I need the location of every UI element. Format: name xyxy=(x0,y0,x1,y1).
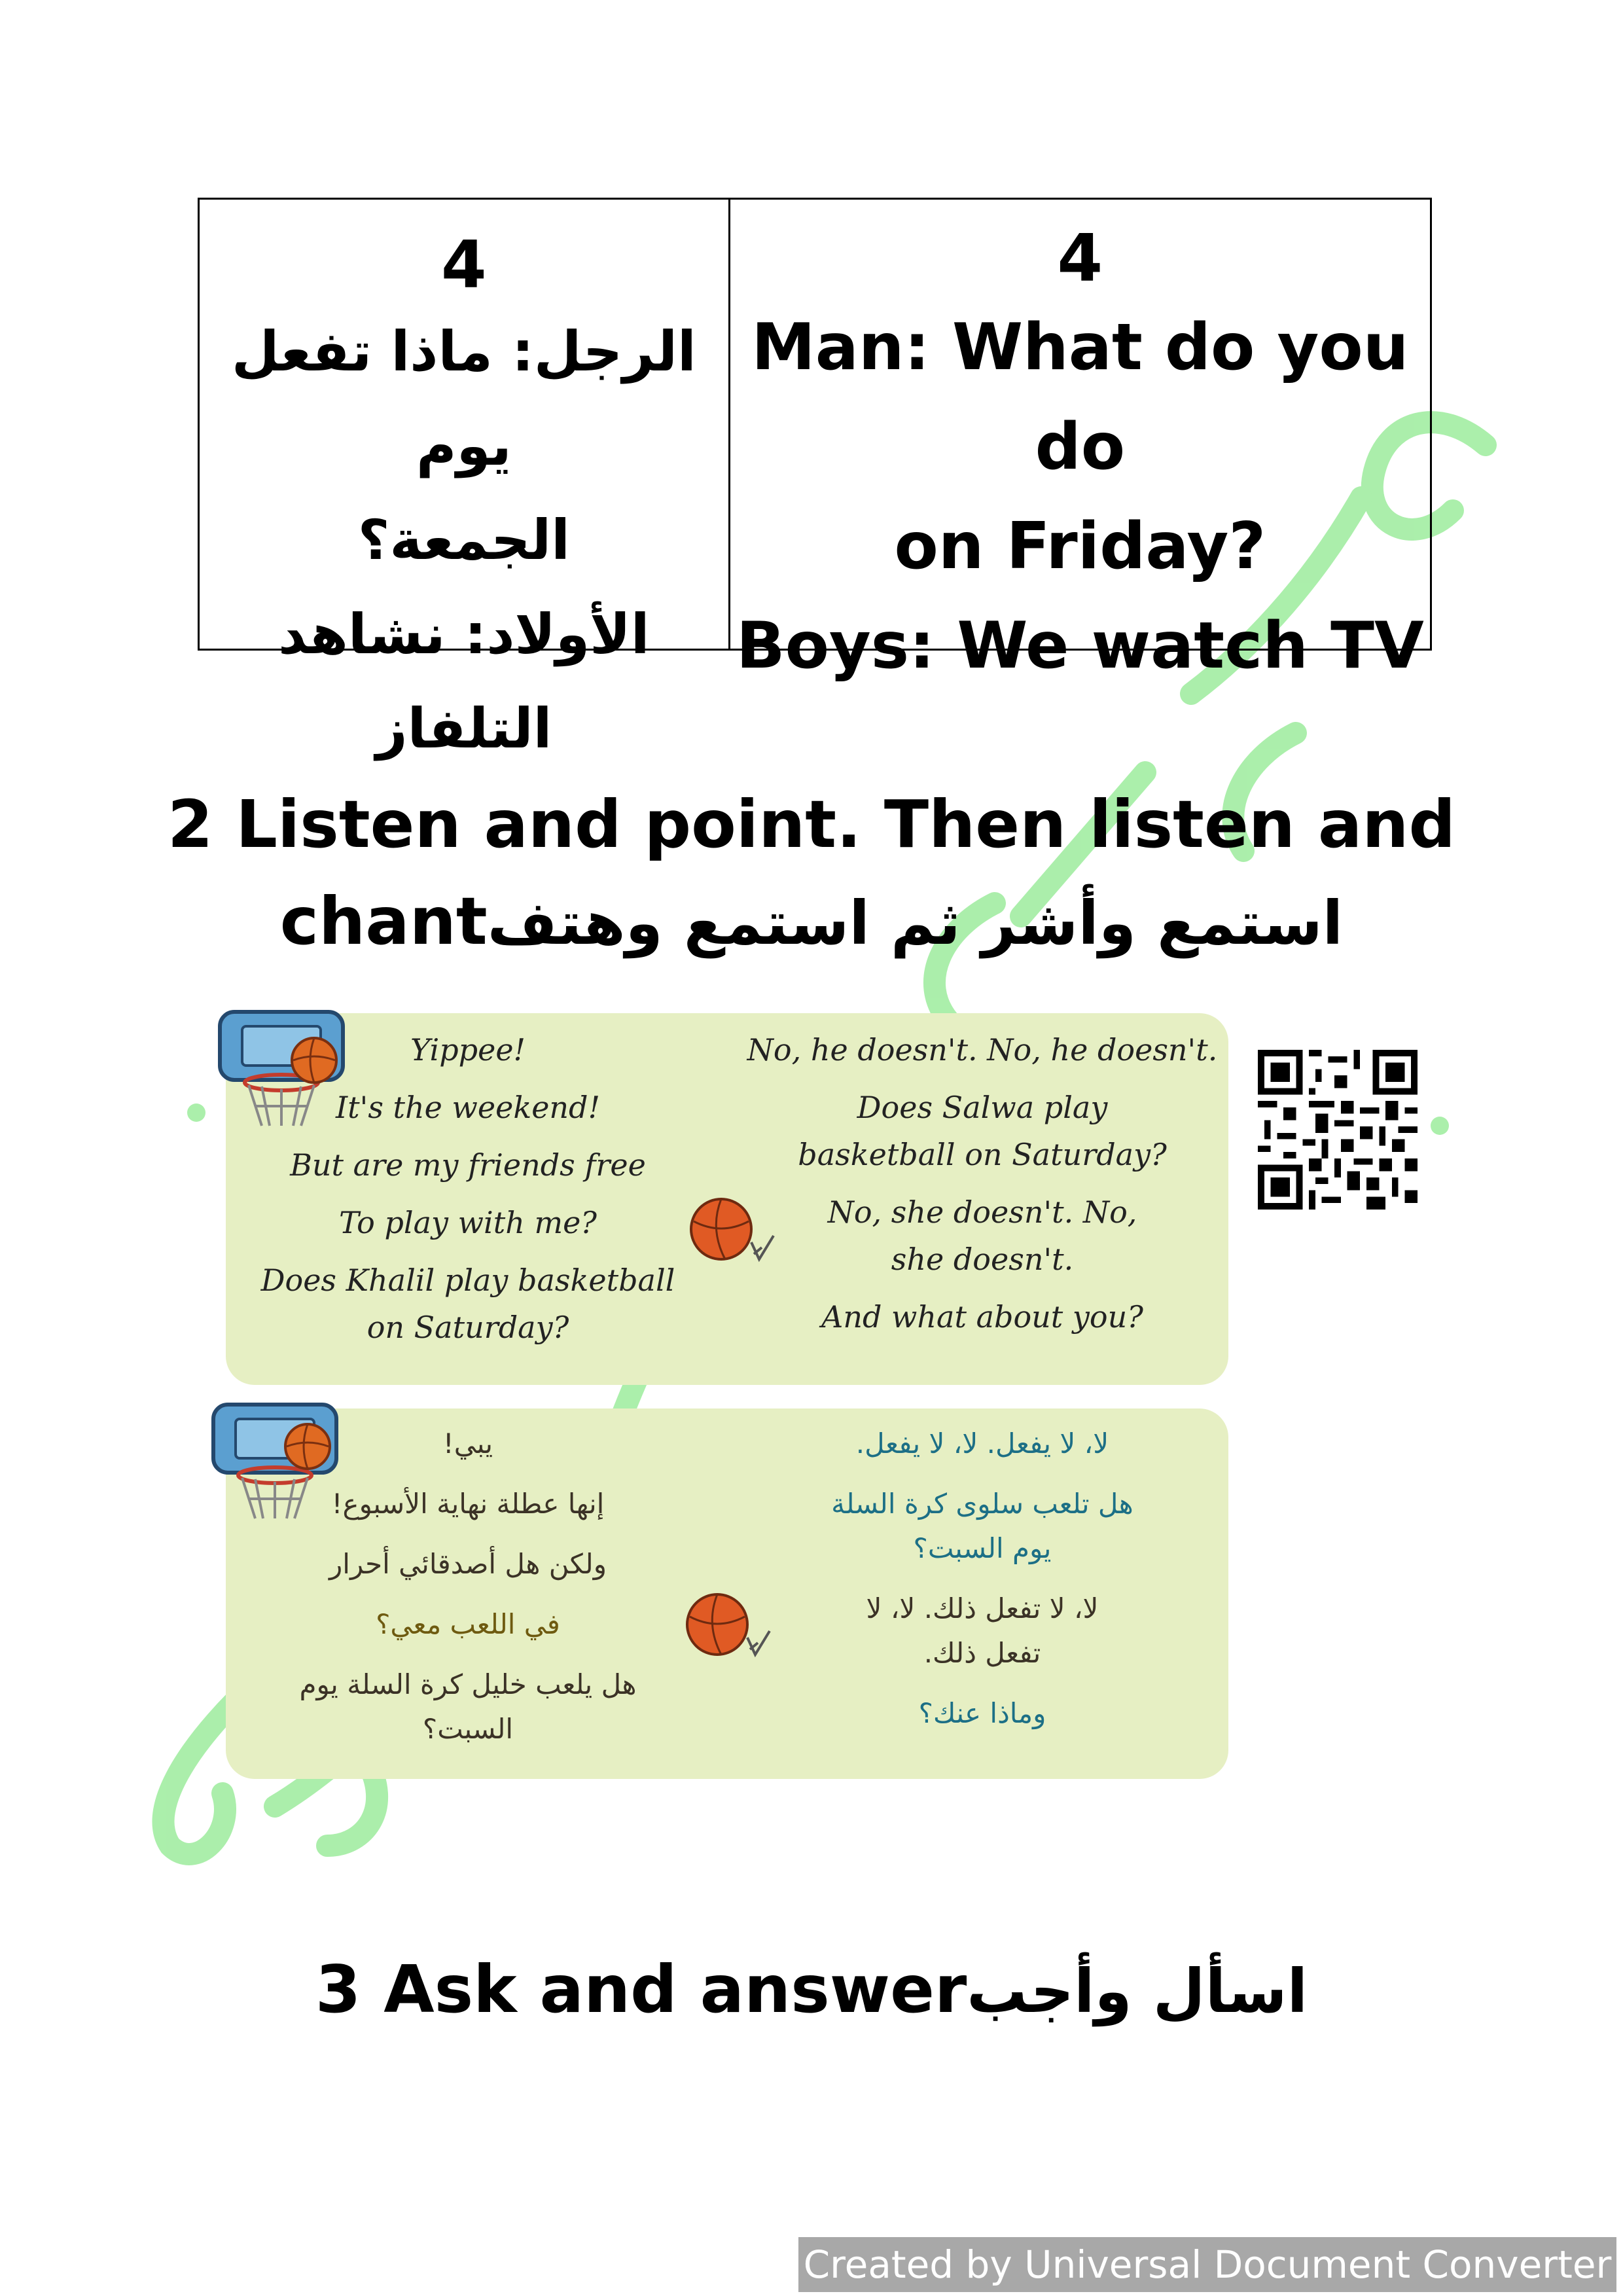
chant-ar-right-1: لا، لا يفعل. لا، لا يفعل. xyxy=(855,1427,1109,1460)
chant-en-right-1: No, he doesn't. No, he doesn't. xyxy=(747,1032,1218,1067)
section-2-title-ar: استمع وأشر ثم استمع وهتف xyxy=(487,888,1344,958)
english-line-3: Boys: We watch TV xyxy=(736,609,1424,683)
chant-en-right-2: Does Salwa play basketball on Saturday? xyxy=(798,1090,1167,1172)
section-2-heading xyxy=(0,776,1623,972)
chant-ar-left-2: إنها عطلة نهاية الأسبوع! xyxy=(331,1488,605,1520)
basketball-icon xyxy=(685,1590,776,1669)
translation-table xyxy=(198,198,1432,761)
chant-en-right-4: And what about you? xyxy=(821,1299,1143,1335)
chant-en-left-4: To play with me? xyxy=(339,1205,597,1240)
qr-code-icon xyxy=(1258,1050,1418,1210)
english-line-1: Man: What do you do xyxy=(751,310,1409,484)
arabic-line-2: الجمعة؟ xyxy=(357,508,570,572)
english-number: 4 xyxy=(1057,220,1103,296)
chant-ar-right-3: لا، لا تفعل ذلك. لا، لا تفعل ذلك. xyxy=(866,1592,1099,1669)
chant-en-right-3: No, she doesn't. No, she doesn't. xyxy=(827,1194,1137,1277)
chant-en-left-5: Does Khalil play basketball on Saturday? xyxy=(260,1263,675,1345)
basketball-hoop-icon xyxy=(216,1008,347,1132)
chant-ar-right-column xyxy=(736,1422,1228,1751)
chant-en-left-3: But are my friends free xyxy=(290,1147,646,1183)
english-line-2: on Friday? xyxy=(894,509,1266,584)
chant-ar-right-4: وماذا عنك؟ xyxy=(918,1697,1046,1729)
chant-ar-left-5: هل يلعب خليل كرة السلة يوم السبت؟ xyxy=(299,1668,637,1745)
section-3-title-en: 3 Ask and answer xyxy=(315,1951,967,2028)
section-3-title-ar: اسأل وأجب xyxy=(967,1956,1308,2026)
english-cell xyxy=(730,200,1430,683)
basketball-hoop-icon xyxy=(209,1401,340,1525)
section-2-title-line-2 xyxy=(0,873,1623,972)
arabic-line-1: الرجل: ماذا تفعل يوم xyxy=(231,319,696,478)
chant-en-left-2: It's the weekend! xyxy=(336,1090,600,1125)
section-2-title-en-end: chant xyxy=(279,883,488,960)
section-2-title-en: 2 Listen and point. Then listen and xyxy=(167,786,1456,863)
chant-en-left-1: Yippee! xyxy=(410,1032,526,1067)
chant-en-right-column xyxy=(736,1026,1228,1351)
converter-watermark: Created by Universal Document Converter xyxy=(798,2237,1616,2292)
section-3-heading xyxy=(0,1941,1623,2040)
chant-ar-right-2: هل تلعب سلوى كرة السلة يوم السبت؟ xyxy=(831,1488,1133,1564)
arabic-cell xyxy=(200,200,730,761)
arabic-number: 4 xyxy=(441,226,487,303)
chant-ar-left-1: يبي! xyxy=(442,1427,493,1460)
chant-ar-left-3: ولكن هل أصدقائي أحرار xyxy=(329,1548,607,1580)
chant-ar-left-4: في اللعب معي؟ xyxy=(376,1608,560,1640)
arabic-line-3: الأولاد: نشاهد التلفاز xyxy=(278,602,650,761)
basketball-icon xyxy=(688,1195,780,1274)
